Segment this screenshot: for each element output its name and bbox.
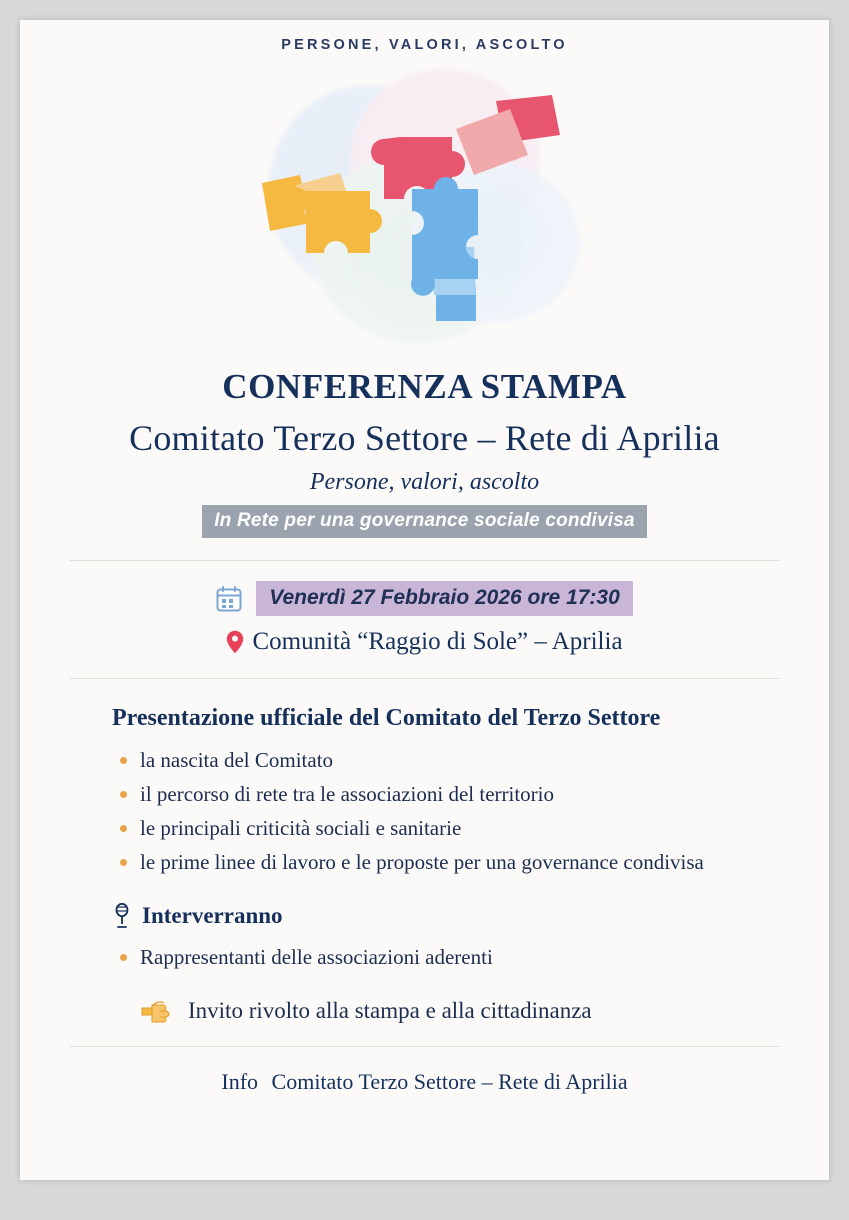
list-item: le prime linee di lavoro e le proposte per una governance condivisa	[112, 847, 789, 879]
invite-row	[140, 998, 789, 1024]
info-label: Info	[221, 1068, 259, 1094]
calendar-icon	[216, 586, 242, 612]
location-pin-icon	[226, 630, 244, 654]
speakers-header	[112, 903, 789, 929]
divider-top	[70, 560, 779, 561]
speakers-list	[60, 942, 789, 974]
invite-text: Invito rivolto alla stampa e alla cittadinanza	[188, 997, 592, 1023]
tagline: Persone, valori, ascolto	[309, 469, 540, 495]
page-title: CONFERENZA STAMPA	[222, 367, 627, 406]
page-kicker: PERSONE, VALORI, ASCOLTO	[281, 37, 568, 53]
info-value: Comitato Terzo Settore – Rete di Aprilia	[271, 1068, 628, 1094]
event-datetime: Venerdì 27 Febbraio 2026 ore 17:30	[256, 581, 633, 616]
event-venue-row	[60, 628, 789, 656]
list-item: la nascita del Comitato	[112, 745, 789, 777]
puzzle-hands-illustration	[260, 63, 590, 353]
divider-middle	[70, 678, 779, 679]
event-datetime-row	[60, 581, 789, 616]
footer	[60, 1069, 789, 1095]
puzzle-pieces-graphic	[260, 63, 590, 353]
list-item: le principali criticità sociali e sanitarie	[112, 813, 789, 845]
governance-banner: In Rete per una governance sociale condivisa	[202, 505, 647, 538]
pointing-hand-icon	[140, 998, 174, 1024]
event-venue: Comunità “Raggio di Sole” – Aprilia	[252, 628, 623, 655]
list-item: Rappresentanti delle associazioni aderenti	[112, 942, 789, 974]
poster-page	[20, 20, 829, 1180]
list-item: il percorso di rete tra le associazioni del territorio	[112, 779, 789, 811]
divider-bottom	[70, 1046, 779, 1047]
organization-title: Comitato Terzo Settore – Rete di Aprilia	[129, 418, 720, 458]
microphone-icon	[112, 903, 132, 929]
agenda-title: Presentazione ufficiale del Comitato del Terzo Settore	[112, 705, 661, 731]
banner-row	[60, 505, 789, 538]
agenda-list	[60, 745, 789, 879]
speakers-title: Interverranno	[142, 902, 283, 928]
